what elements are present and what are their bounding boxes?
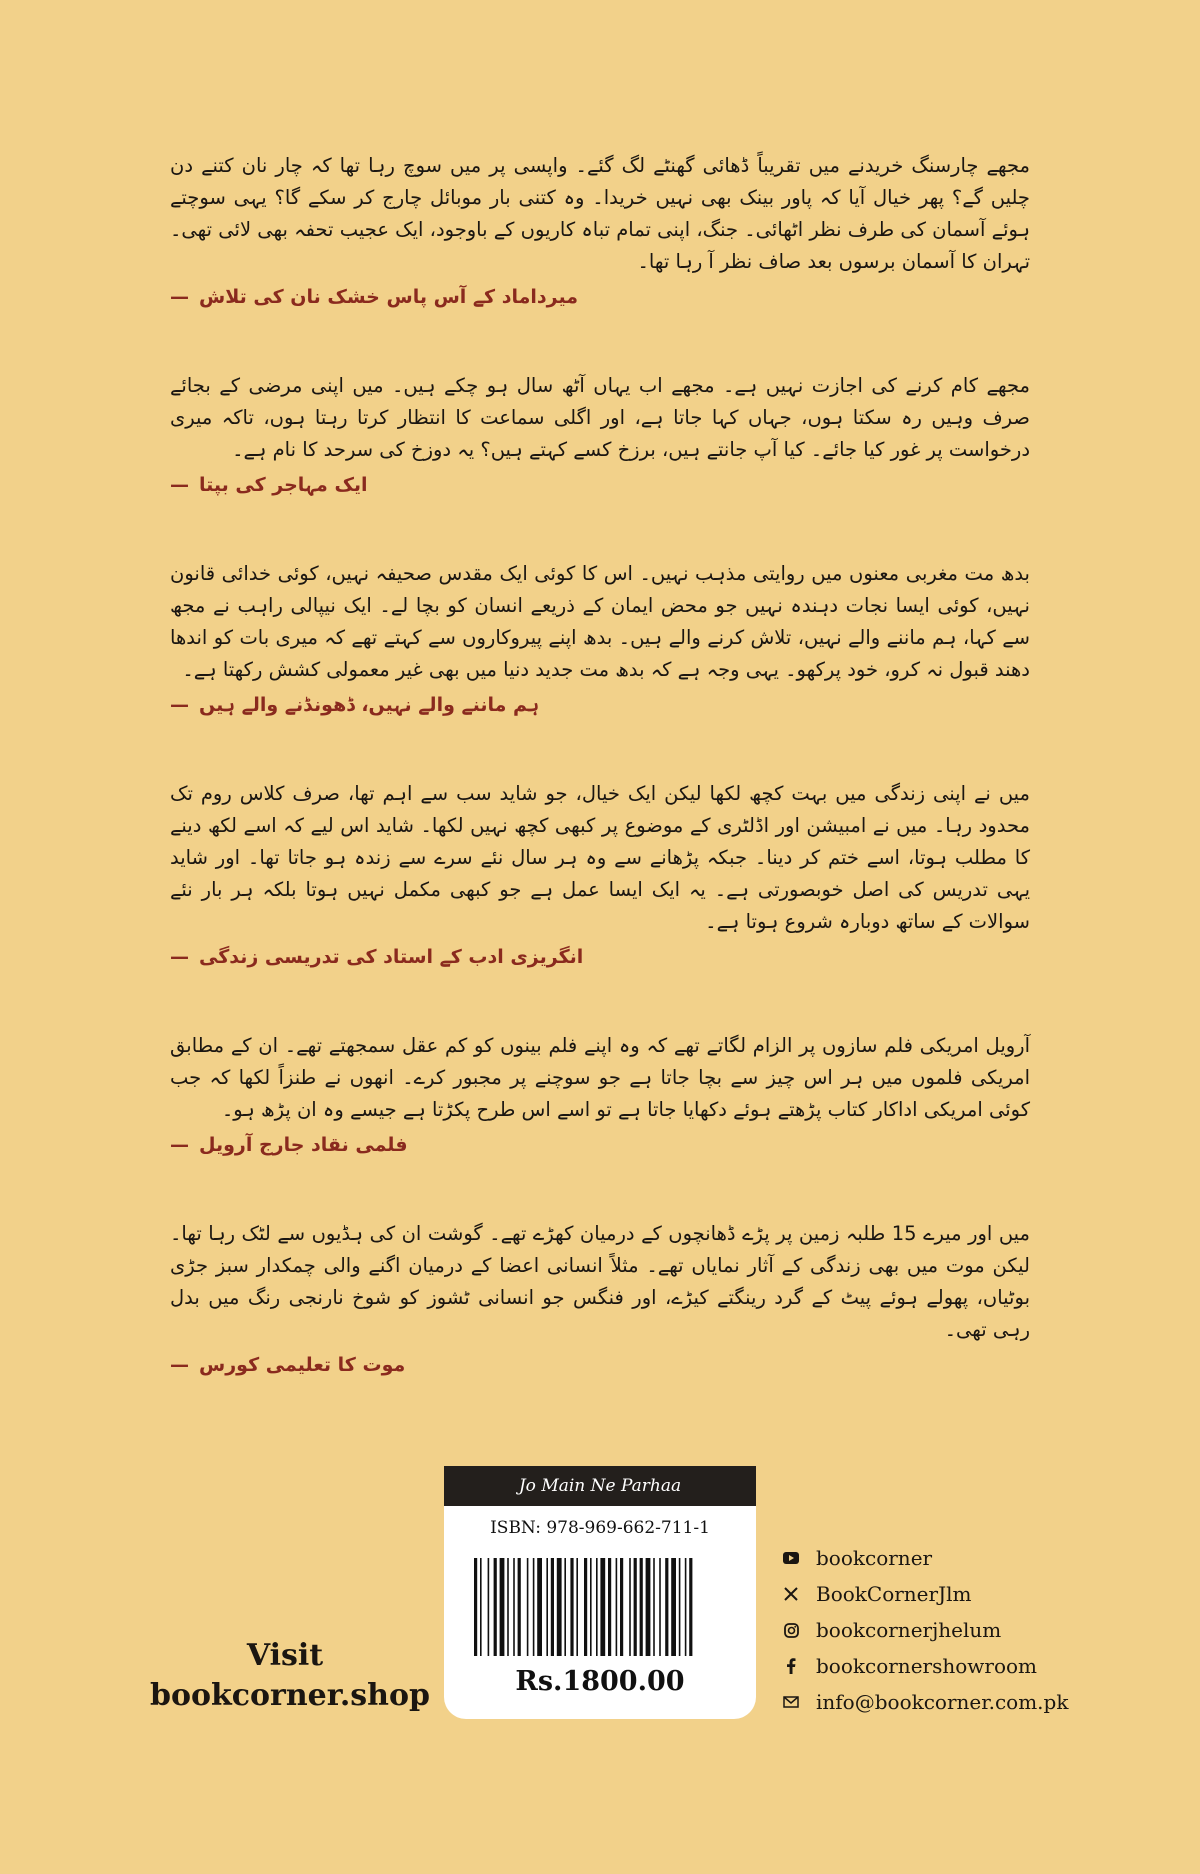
social-label: bookcornershowroom: [816, 1654, 1037, 1678]
excerpt: [170, 370, 1030, 500]
social-label: bookcorner: [816, 1546, 933, 1570]
barcode-icon: [474, 1558, 726, 1656]
facebook-icon: [782, 1657, 800, 1675]
social-label: info@bookcorner.com.pk: [816, 1690, 1069, 1714]
instagram-icon: [782, 1621, 800, 1639]
em-dash: —: [170, 474, 189, 496]
website-link[interactable]: bookcorner.shop: [150, 1678, 430, 1713]
barcode-label: [444, 1466, 756, 1719]
social-facebook[interactable]: [782, 1648, 1112, 1684]
excerpt-text: مجھے کام کرنے کی اجازت نہیں ہے۔ مجھے اب یہاں آٹھ سال ہو چکے ہیں۔ میں اپنی مرضی کے بجائے صرف وہیں رہ سکتا ہوں، جہاں کہا جاتا ہے، اور اگلی سماعت کا انتظار کرتا رہتا ہوں، تاکہ میری درخواست پر غور کیا جائے۔ کیا آپ جانتے ہیں، برزخ کسے کہتے ہیں؟ یہ دوزخ کی سرحد کا نام ہے۔: [170, 374, 1030, 461]
excerpt-attribution: [170, 942, 1030, 972]
excerpt-attribution: [170, 1130, 1030, 1160]
attribution-title: ایک مہاجر کی بپتا: [199, 474, 368, 496]
social-youtube[interactable]: [782, 1540, 1112, 1576]
visit-label: Visit: [246, 1638, 324, 1673]
youtube-icon: [782, 1549, 800, 1567]
excerpts: [170, 150, 1030, 1380]
isbn-number: ISBN: 978-969-662-711-1: [490, 1518, 710, 1538]
em-dash: —: [170, 946, 189, 968]
attribution-title: میرداماد کے آس پاس خشک نان کی تلاش: [199, 286, 578, 308]
book-title: Jo Main Ne Parhaa: [444, 1466, 756, 1506]
social-email[interactable]: [782, 1684, 1112, 1720]
excerpt-text: میں نے اپنی زندگی میں بہت کچھ لکھا لیکن ایک خیال، جو شاید سب سے اہم تھا، صرف کلاس روم تک محدود رہا۔ میں نے امبیشن اور اڈلٹری کے موضوع پر کبھی کچھ نہیں لکھا۔ شاید اس لیے کہ اسے لکھ دینے کا مطلب ہوتا، اسے ختم کر دینا۔ جبکہ پڑھانے سے وہ ہر سال نئے سرے سے زندہ ہو جاتا تھا۔ اور شاید یہی تدریس کی اصل خوبصورتی ہے۔ یہ ایک ایسا عمل ہے جو کبھی مکمل نہیں ہوتا بلکہ ہر بار نئے سوالات کے ساتھ دوبارہ شروع ہوتا ہے۔: [170, 782, 1030, 933]
em-dash: —: [170, 286, 189, 308]
visit-website: [150, 1636, 430, 1716]
social-instagram[interactable]: [782, 1612, 1112, 1648]
email-icon: [782, 1693, 800, 1711]
excerpt-attribution: [170, 1350, 1030, 1380]
attribution-title: فلمی نقاد جارج آرویل: [199, 1134, 408, 1156]
excerpt: [170, 778, 1030, 972]
attribution-title: موت کا تعلیمی کورس: [199, 1354, 406, 1376]
em-dash: —: [170, 694, 189, 716]
excerpt: [170, 558, 1030, 720]
social-links: [782, 1540, 1112, 1720]
excerpt: [170, 150, 1030, 312]
excerpt-attribution: [170, 470, 1030, 500]
excerpt-text: بدھ مت مغربی معنوں میں روایتی مذہب نہیں۔ اس کا کوئی ایک مقدس صحیفہ نہیں، کوئی خدائی قانون نہیں، کوئی ایسا نجات دہندہ نہیں جو محض ایمان کے ذریعے انسان کو بچا لے۔ ایک نیپالی راہب نے مجھ سے کہا، ہم ماننے والے نہیں، تلاش کرنے والے ہیں۔ بدھ اپنے پیروکاروں سے کہتے تھے کہ میری بات کو اندھا دھند قبول نہ کرو، خود پرکھو۔ یہی وجہ ہے کہ بدھ مت جدید دنیا میں بھی غیر معمولی کشش رکھتا ہے۔: [170, 562, 1030, 681]
excerpt-attribution: [170, 282, 1030, 312]
price: Rs.1800.00: [515, 1666, 685, 1697]
attribution-title: ہم ماننے والے نہیں، ڈھونڈنے والے ہیں: [199, 694, 540, 716]
social-x[interactable]: [782, 1576, 1112, 1612]
social-label: bookcornerjhelum: [816, 1618, 1002, 1642]
attribution-title: انگریزی ادب کے استاد کی تدریسی زندگی: [199, 946, 584, 968]
x-icon: [782, 1585, 800, 1603]
excerpt-text: مجھے چارسنگ خریدنے میں تقریباً ڈھائی گھنٹے لگ گئے۔ واپسی پر میں سوچ رہا تھا کہ چار نان کتنے دن چلیں گے؟ پھر خیال آیا کہ پاور بینک بھی نہیں خریدا۔ وہ کتنی بار موبائل چارج کر سکے گا؟ یہی سوچتے ہوئے آسمان کی طرف نظر اٹھائی۔ جنگ، اپنی تمام تباہ کاریوں کے باوجود، ایک عجیب تحفہ بھی لائی تھی۔ تہران کا آسمان برسوں بعد صاف نظر آ رہا تھا۔: [170, 154, 1030, 273]
excerpt: [170, 1030, 1030, 1160]
em-dash: —: [170, 1354, 189, 1376]
excerpt-text: میں اور میرے 15 طلبہ زمین پر پڑے ڈھانچوں کے درمیان کھڑے تھے۔ گوشت ان کی ہڈیوں سے لٹک رہا تھا۔ لیکن موت میں بھی زندگی کے آثار نمایاں تھے۔ مثلاً انسانی اعضا کے درمیان اگنے والی چمکدار سبز جڑی بوٹیاں، پھولے ہوئے پیٹ کے گرد رینگتے کیڑے، اور فنگس جو انسانی ٹشوز کو شوخ نارنجی رنگ میں بدل رہی تھی۔: [170, 1222, 1031, 1341]
em-dash: —: [170, 1134, 189, 1156]
excerpt: [170, 1218, 1030, 1380]
social-label: BookCornerJlm: [816, 1582, 972, 1606]
excerpt-text: آرویل امریکی فلم سازوں پر الزام لگاتے تھے کہ وہ اپنے فلم بینوں کو کم عقل سمجھتے تھے۔ ان کے مطابق امریکی فلموں میں ہر اس چیز سے بچا جاتا ہے جو سوچنے پر مجبور کرے۔ انھوں نے طنزاً لکھا کہ جب کوئی امریکی اداکار کتاب پڑھتے ہوئے دکھایا جاتا ہے تو اسے اس طرح پکڑتا ہے جیسے وہ ان پڑھ ہو۔: [170, 1034, 1030, 1121]
excerpt-attribution: [170, 690, 1030, 720]
